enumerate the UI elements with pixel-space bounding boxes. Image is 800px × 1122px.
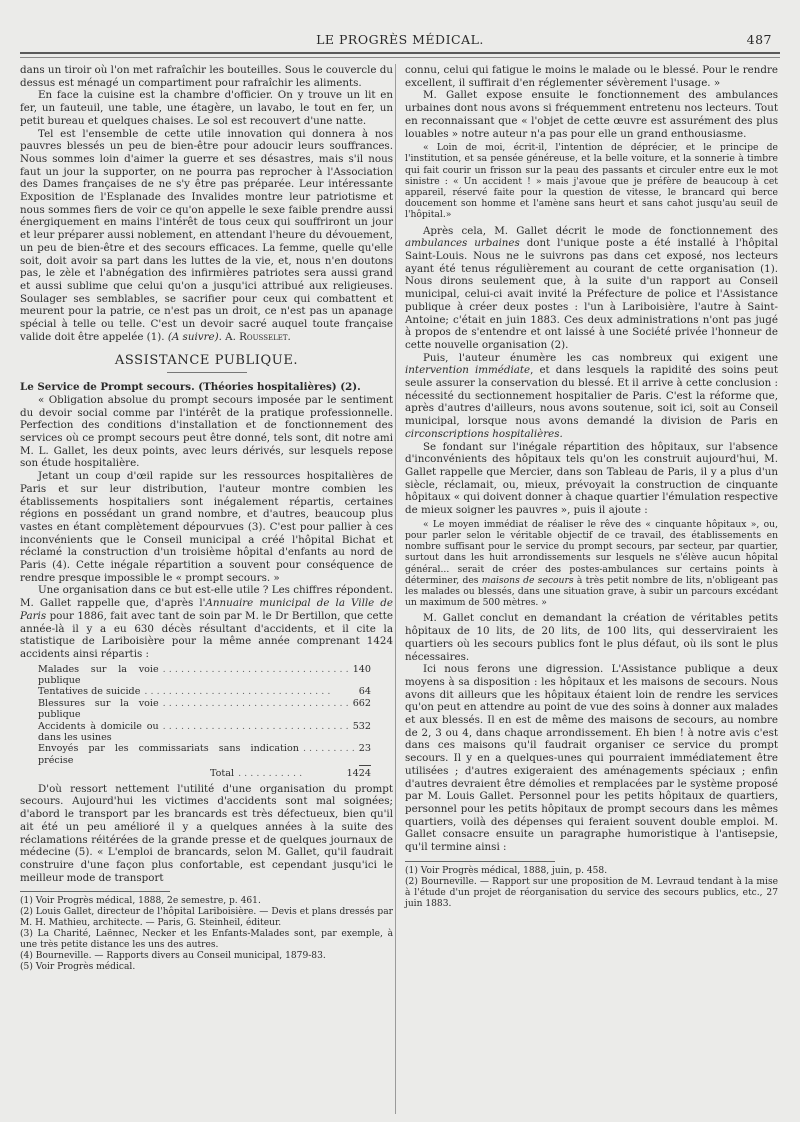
paragraph: D'où ressort nettement l'utilité d'une organisation du prompt secours. Aujourd'hui les victimes d'accidents sont mal soignées; d'abord le transport par les brancards est très défectueux, bien qu'il ait été un peu amélioré il y a quelques années à la suite des réclamations réitérées de la grande presse et de quelques journaux de médecine (5). « L'emploi de brancards, selon M. Gallet, qu'il faudrait construire d'une façon plus confortable, est cependant jusqu'ici le meilleur mode de transport [20,782,393,884]
footnotes [20,896,393,973]
paragraph: M. Gallet conclut en demandant la création de véritables petits hôpitaux de 10 lits, de 20 lits, de 100 lits, qui desserviraient les quartiers où les secours publics font le plus défaut, où ils sont le plus nécessaires. [405,612,778,663]
paragraph: Après cela, M. Gallet décrit le mode de fonctionnement des ambulances urbaines dont l'unique poste a été installé à l'hôpital Saint-Louis. Nous ne le suivrons pas dans cet exposé, nos lecteurs ayant été tenus régulièrement au courant de cette organisation (1). Nous dirons seulement que, à la suite d'un rapport au Conseil municipal, celui-ci avait invité la Préfecture de police et l'Assistance publique à créer deux postes : l'un à Lariboisière, l'autre à Saint-Antoine; c'était en juin 1883. Ces deux administrations n'ont pas jugé à propos de s'entendre et ont laissé à une Société privée l'honneur de cette nouvelle organisation (2). [405,224,778,351]
paragraph: M. Gallet expose ensuite le fonctionnement des ambulances urbaines dont nous avons si fréquemment entretenu nos lecteurs. Tout en reconnaissant que « l'objet de cette œuvre est assurément des plus louables » notre auteur n'a pas pour elle un grand enthousiasme. [405,89,778,140]
paragraph: Ici nous ferons une digression. L'Assistance publique a deux moyens à sa disposition : les hôpitaux et les maisons de secours. Nous avons dit ailleurs que les hôpitaux étaient loin de rendre les services qu'on peut en attendre au point de vue des soins à donner aux malades et aux blessés. Il en est de même des maisons de secours, au nombre de 2, 3 ou 4, dans chaque arrondissement. Eh bien ! à notre avis c'est dans ces maisons qu'il faudrait organiser ce service du prompt secours. Il y en a quelques-unes qui pourraient immédiatement être utilisées ; d'autres exigeraient des aménagements spéciaux ; enfin d'autres devraient être démolies et remplacées par le système proposé par M. Louis Gallet. Personnel pour les petits hôpitaux de quartiers, personnel pour les petits hôpitaux de prompt secours dans les mêmes quartiers, voilà des dépenses qui feraient souvent double emploi. M. Gallet consacre ensuite un paragraphe humoristique à l'antisepsie, qu'il termine ainsi : [405,663,778,854]
footnote: (2) Louis Gallet, directeur de l'hôpital Lariboisière. — Devis et plans dressés par M. H. Mathieu, architecte. — Paris, G. Steinheil, éditeur. [20,907,393,929]
paragraph: dans un tiroir où l'on met rafraîchir les bouteilles. Sous le couvercle du dessus est ménagé un compartiment pour rafraîchir les aliments. [20,64,393,89]
footnote: (5) Voir Progrès médical. [20,962,136,973]
paragraph: En face la cuisine est la chambre d'officier. On y trouve un lit en fer, un fauteuil, une table, une étagère, un lavabo, le tout en fer, un petit bureau et quelques chaises. Le sol est recouvert d'une natte. [20,89,393,127]
paragraph: Une organisation dans ce but est-elle utile ? Les chiffres répondent. M. Gallet rappelle que, d'après l'Annuaire municipal de la Ville de Paris pour 1886, fait avec tant de soin par M. le Dr Bertillon, que cette année-là il y a eu 630 décès résultant d'accidents, et il cite la statistique de Lariboisière pour la même année comprenant 1424 accidents ainsi répartis : [20,584,393,660]
footnote: (1) Voir Progrès médical, 1888, juin, p. 458. [405,865,608,876]
footnote-rule [20,891,170,892]
quotation: « Le moyen immédiat de réaliser le rêve des « cinquante hôpitaux », ou, pour parler selon le véritable objectif de ce travail, des établissements en nombre suffisant pour le service du prompt secours, par secteur, par quartier, surtout dans les huit arrondissements sur lesquels ne s'élève aucun hôpital général... serait de créer des postes-ambulances sur certains points à déterminer, des maisons de secours à très petit nombre de lits, n'obligeant pas les malades ou blessés, dans une situation grave, à subir un parcours excédant un maximum de 500 mètres. » [405,518,778,609]
footnote: (3) La Charité, Laënnec, Necker et les Enfants-Malades sont, par exemple, à une très petite distance les uns des autres. [20,929,393,951]
paragraph: « Obligation absolue du prompt secours imposée par le sentiment du devoir social comme par l'intérêt de la pratique professionnelle. Perfection des conditions d'installation et de fonctionnement des services où ce prompt secours peut être donné, tels sont, dit notre ami M. L. Gallet, les deux points, avec leurs dérivés, sur lesquels repose son étude hospitalière. [20,393,393,470]
left-column [20,64,393,973]
paragraph: Se fondant sur l'inégale répartition des hôpitaux, sur l'absence d'inconvénients des hôpitaux tels qu'on les construit aujourd'hui, M. Gallet rappelle que Mercier, dans son Tableau de Paris, il y a plus d'un siècle, réclamait, ou, mieux, prévoyait la construction de cinquante hôpitaux « qui doivent donner à chaque quartier l'émulation respective de mieux soigner les pauvres », puis il ajoute : [405,440,778,517]
stat-row: Tentatives de suicide . . . . . . . . . . . . . . . . . . . . . . . . . . . . . . . 64 [38,686,371,698]
to-be-continued: (A suivre). [167,330,222,343]
stat-row: Malades sur la voie publique . . . . . . . . . . . . . . . . . . . . . . . . . . . . . . . 140 [38,663,371,687]
header-rule [20,52,780,58]
author-signature: A. Rousselet. [225,330,291,343]
stat-total-row: Total . . . . . . . . . . . 1424 [210,768,371,780]
footnote: (2) Bourneville. — Rapport sur une proposition de M. Levraud tendant à la mise à l'étude d'un projet de réorganisation du service des secours publics, etc., 27 juin 1883. [405,876,778,909]
right-column [405,64,778,910]
page-number: 487 [746,32,772,47]
article-title: Le Service de Prompt secours. (Théories hospitalières) (2). [20,381,361,394]
paragraph: Jetant un coup d'œil rapide sur les ressources hospitalières de Paris et sur leur distribution, l'auteur montre combien les établissements hospitaliers sont inégalement répartis, certaines régions en possédant un grand nombre, et d'autres, beaucoup plus vastes en étant complètement dépourvues (3). C'est pour pallier à ces inconvénients que le Conseil municipal a créé l'hôpital Bichat et réclamé la construction d'un troisième hôpital d'enfants au nord de Paris (4). Cette inégale répartition a souvent pour conséquence de rendre presque impossible le « prompt secours. » [20,470,393,584]
footnote-rule [405,861,555,862]
column-separator [395,64,396,1114]
paragraph: Tel est l'ensemble de cette utile innovation qui donnera à nos pauvres blessés un peu de bien-être pour adoucir leurs souffrances. Nous sommes loin d'aimer la guerre et ses désastres, mais s'il nous faut un jour la supporter, on ne pourra pas reprocher à l'Association des Dames françaises de ne s'y être pas préparée. Leur intéressante Exposition de l'Esplanade des Invalides montre leur patriotisme et nous sommes fiers de voir ce qu'on appelle le sexe faible prendre aussi énergiquement en mains l'intérêt de tous ceux qui souffriront un jour et leur préparer aussi noblement, en attendant l'heure du dévouement, un peu de bien-être et des secours efficaces. La femme, quelle qu'elle soit, doit avoir sa part dans les luttes de la vie, et, nous n'en doutons pas, le zèle et l'abnégation des infirmières patriotes sera aussi grand et aussi sublime que celui qu'on a jusqu'ici attribué aux religieuses. Soulager ses semblables, se sacrifier pour ceux qui combattent et meurent pour la patrie, ce n'est pas un droit, ce n'est pas un apanage spécial à telle ou telle. C'est un devoir sacré auquel toute française valide doit être appelée (1). (A suivre). A. Rousselet. [20,127,393,343]
running-head [20,32,780,50]
paragraph: Puis, l'auteur énumère les cas nombreux qui exigent une intervention immédiate, et dans lesquels la rapidité des soins peut seule assurer la conservation du blessé. Et il arrive à cette conclusion : nécessité du sectionnement hospitalier de Paris. C'est la réforme que, après d'autres d'ailleurs, nous avons soutenue, soit ici, soit au Conseil municipal, lorsque nous avons demandé la division de Paris en circonscriptions hospitalières. [405,351,778,440]
footnotes [405,866,778,910]
stat-row: Accidents à domicile ou dans les usines . . . . . . . . . . . . . . . . . . . . . . . . . . . . . . . 532 [38,720,371,744]
running-title: LE PROGRÈS MÉDICAL. [316,32,484,47]
accident-statistics [20,664,393,780]
section-rule [167,372,247,373]
section-heading: ASSISTANCE PUBLIQUE. [114,353,299,369]
paragraph: connu, celui qui fatigue le moins le malade ou le blessé. Pour le rendre excellent, il suffirait d'en réglementer sévèrement l'usage. » [405,64,778,89]
footnote: (1) Voir Progrès médical, 1888, 2e semestre, p. 461. [20,896,261,907]
stat-row: Blessures sur la voie publique . . . . . . . . . . . . . . . . . . . . . . . . . . . . . . . 662 [38,697,371,721]
footnote: (4) Bourneville. — Rapports divers au Conseil municipal, 1879-83. [20,951,326,962]
stat-row: Envoyés par les commissariats sans indication précise . . . . . . . . . 23 [38,743,371,766]
quotation: « Loin de moi, écrit-il, l'intention de déprécier, et le principe de l'institution, et sa pensée généreuse, et la belle voiture, et la sonnerie à timbre qui fait courir un frisson sur la peau des passants et circuler entre eux le mot sinistre : « Un accident ! » mais j'avoue que je préfère de beaucoup à cet appareil, réservé faite pour la question de vitesse, le brancard qui berce doucement son homme et l'amène sans heurt et sans cahot jusqu'au seuil de l'hôpital.» [405,142,778,221]
